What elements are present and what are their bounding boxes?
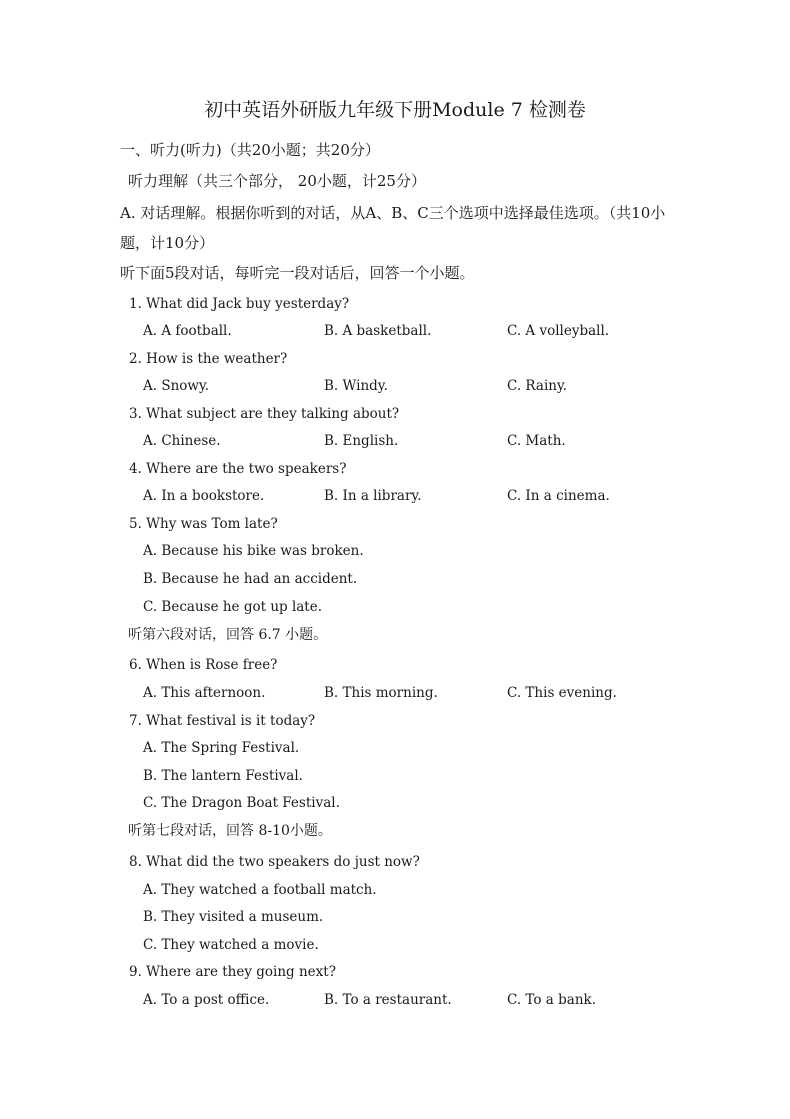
option-b: B. A basketball. xyxy=(324,323,432,339)
option-b: B. Windy. xyxy=(324,378,388,394)
question-3: 3. What subject are they talking about? xyxy=(129,406,400,422)
option-c: C. The Dragon Boat Festival. xyxy=(143,795,340,811)
option-a: A. The Spring Festival. xyxy=(143,740,300,756)
option-c: C. In a cinema. xyxy=(507,488,610,504)
section-heading: 一、听力(听力)（共20小题；共20分） xyxy=(120,141,380,159)
option-b: B. This morning. xyxy=(324,685,438,701)
option-a: A. They watched a football match. xyxy=(143,882,377,898)
option-a: A. In a bookstore. xyxy=(143,488,265,504)
option-c: C. They watched a movie. xyxy=(143,937,319,953)
question-1-options xyxy=(143,322,783,340)
part-heading: 听力理解（共三个部分， 20小题，计25分） xyxy=(128,172,426,190)
page-title: 初中英语外研版九年级下册Module 7 检测卷 xyxy=(204,99,586,121)
option-a: A. Chinese. xyxy=(143,433,221,449)
question-1: 1. What did Jack buy yesterday? xyxy=(129,296,350,312)
question-9-options xyxy=(143,991,783,1009)
question-4-options xyxy=(143,487,783,505)
option-b: B. They visited a museum. xyxy=(143,909,324,925)
option-a: A. A football. xyxy=(143,323,232,339)
instruction-6-7: 听第六段对话，回答 6.7 小题。 xyxy=(128,627,328,643)
option-c: C. Math. xyxy=(507,433,566,449)
question-4: 4. Where are the two speakers? xyxy=(129,461,347,477)
question-3-options xyxy=(143,432,783,450)
question-2-options xyxy=(143,377,783,395)
question-6-options xyxy=(143,684,783,702)
question-8: 8. What did the two speakers do just now? xyxy=(129,854,420,870)
option-a: A. Because his bike was broken. xyxy=(143,543,364,559)
question-7: 7. What festival is it today? xyxy=(129,713,316,729)
option-a: A. To a post office. xyxy=(143,992,270,1008)
option-c: C. A volleyball. xyxy=(507,323,610,339)
option-b: B. The lantern Festival. xyxy=(143,768,303,784)
option-c: C. This evening. xyxy=(507,685,617,701)
instruction-1-5: 听下面5段对话，每听完一段对话后，回答一个小题。 xyxy=(120,264,475,282)
option-b: B. In a library. xyxy=(324,488,422,504)
question-6: 6. When is Rose free? xyxy=(129,657,278,673)
part-a-heading: A. 对话理解。根据你听到的对话，从A、B、C三个选项中选择最佳选项。（共10小题，计10分） xyxy=(120,204,666,252)
option-c: C. Rainy. xyxy=(507,378,568,394)
option-b: B. Because he had an accident. xyxy=(143,571,358,587)
question-2: 2. How is the weather? xyxy=(129,351,288,367)
option-c: C. Because he got up late. xyxy=(143,599,323,615)
option-a: A. Snowy. xyxy=(143,378,210,394)
option-c: C. To a bank. xyxy=(507,992,597,1008)
question-5: 5. Why was Tom late? xyxy=(129,516,278,532)
option-b: B. English. xyxy=(324,433,399,449)
option-b: B. To a restaurant. xyxy=(324,992,452,1008)
question-9: 9. Where are they going next? xyxy=(129,964,336,980)
option-a: A. This afternoon. xyxy=(143,685,266,701)
instruction-8-10: 听第七段对话，回答 8-10小题。 xyxy=(128,823,332,839)
